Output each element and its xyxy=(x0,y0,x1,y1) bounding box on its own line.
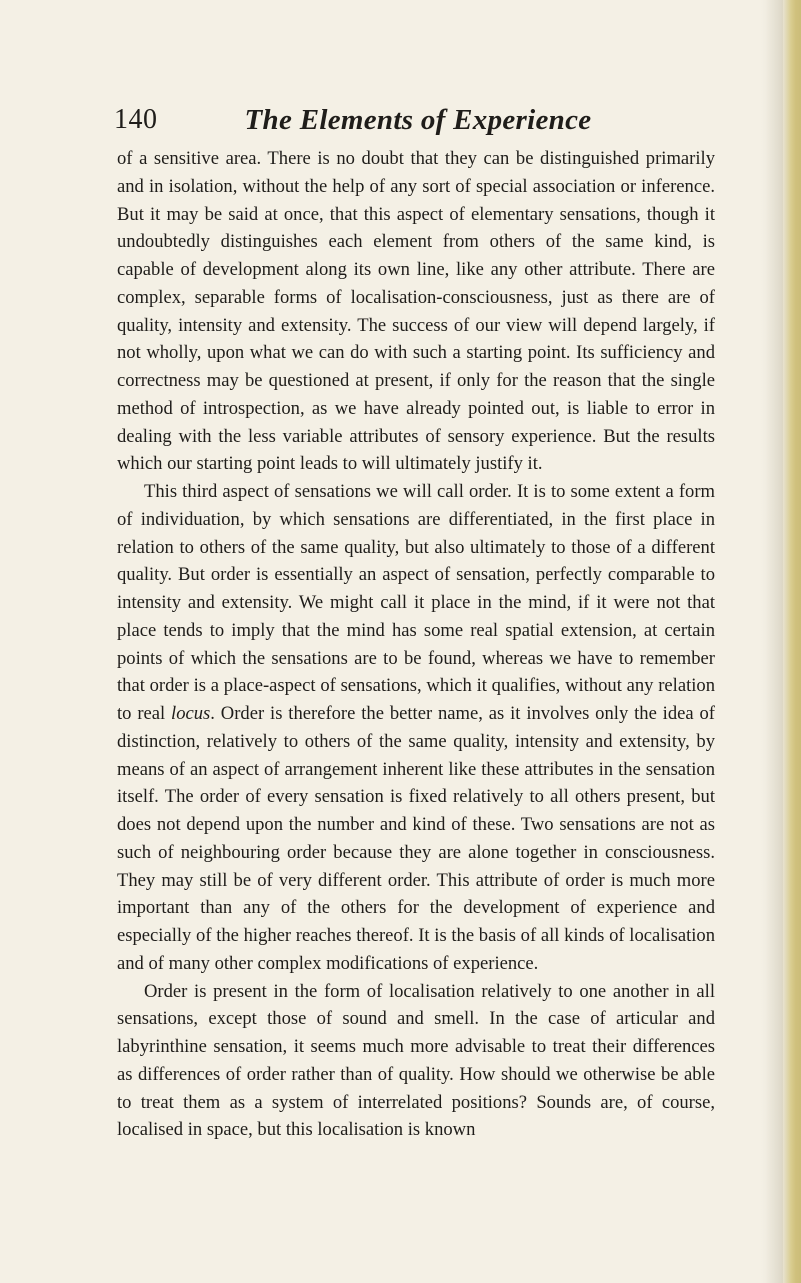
paragraph-3 xyxy=(117,978,715,1145)
body-text xyxy=(117,145,715,1144)
page-edge xyxy=(783,0,801,1283)
page-number: 140 xyxy=(114,104,158,135)
page-edge-shadow xyxy=(765,0,783,1283)
paragraph-3-text: Order is present in the form of localisation relatively to one another in all sensations, except those of sound and smell. In the case of articular and labyrinthine sensation, it seems much more advisable to treat their differences as differences of order rather than of quality. How should we otherwise be able to treat them as a system of interrelated positions? Sounds are, of course, localised in space, but this localisation is known xyxy=(117,980,715,1141)
running-head xyxy=(114,102,722,138)
running-title: The Elements of Experience xyxy=(244,104,592,136)
paragraph-1-text: of a sensitive area. There is no doubt that they can be distinguished primarily and in isolation, without the help of any sort of special association or inference. But it may be said at once, that this aspect of elementary sensations, though it undoubtedly distinguishes each element from others of the same kind, is capable of development along its own line, like any other attribute. There are complex, separable forms of localisation-consciousness, just as there are of quality, intensity and extensity. The success of our view will depend largely, if not wholly, upon what we can do with such a starting point. Its sufficiency and correctness may be questioned at present, if only for the reason that the single method of introspection, as we have already pointed out, is liable to error in dealing with the less variable attributes of sensory experience. But the results which our starting point leads to will ultimately justify it. xyxy=(117,148,715,475)
paragraph-2-text-a: This third aspect of sensations we will call order. It is to some extent a form of individuation, by which sensations are differentiated, in the first place in relation to others of the same quality, but also ultimately to those of a different quality. But order is essentially an aspect of sensation, perfectly comparable to intensity and extensity. We might call it place in the mind, if it were not that place tends to imply that the mind has some real spatial extension, at certain points of which the sensations are to be found, whereas we have to remember that order is a place-aspect of sensations, which it qualifies, without any relation to real xyxy=(117,481,715,724)
paragraph-2 xyxy=(117,478,715,978)
paragraph-2-italic-locus: locus xyxy=(171,703,211,724)
paragraph-1 xyxy=(117,145,715,478)
paragraph-2-text-b: . Order is therefore the better name, as it involves only the idea of distinction, relatively to others of the same quality, intensity and extensity, by means of an aspect of arrangement inherent like these attributes in the sensation itself. The order of every sensation is fixed relatively to all others present, but does not depend upon the number and kind of these. Two sensations are not as such of neighbouring order because they are alone together in consciousness. They may still be of very different order. This attribute of order is much more important than any of the others for the development of experience and especially of the higher reaches thereof. It is the basis of all kinds of localisation and of many other complex modifications of experience. xyxy=(117,703,715,974)
